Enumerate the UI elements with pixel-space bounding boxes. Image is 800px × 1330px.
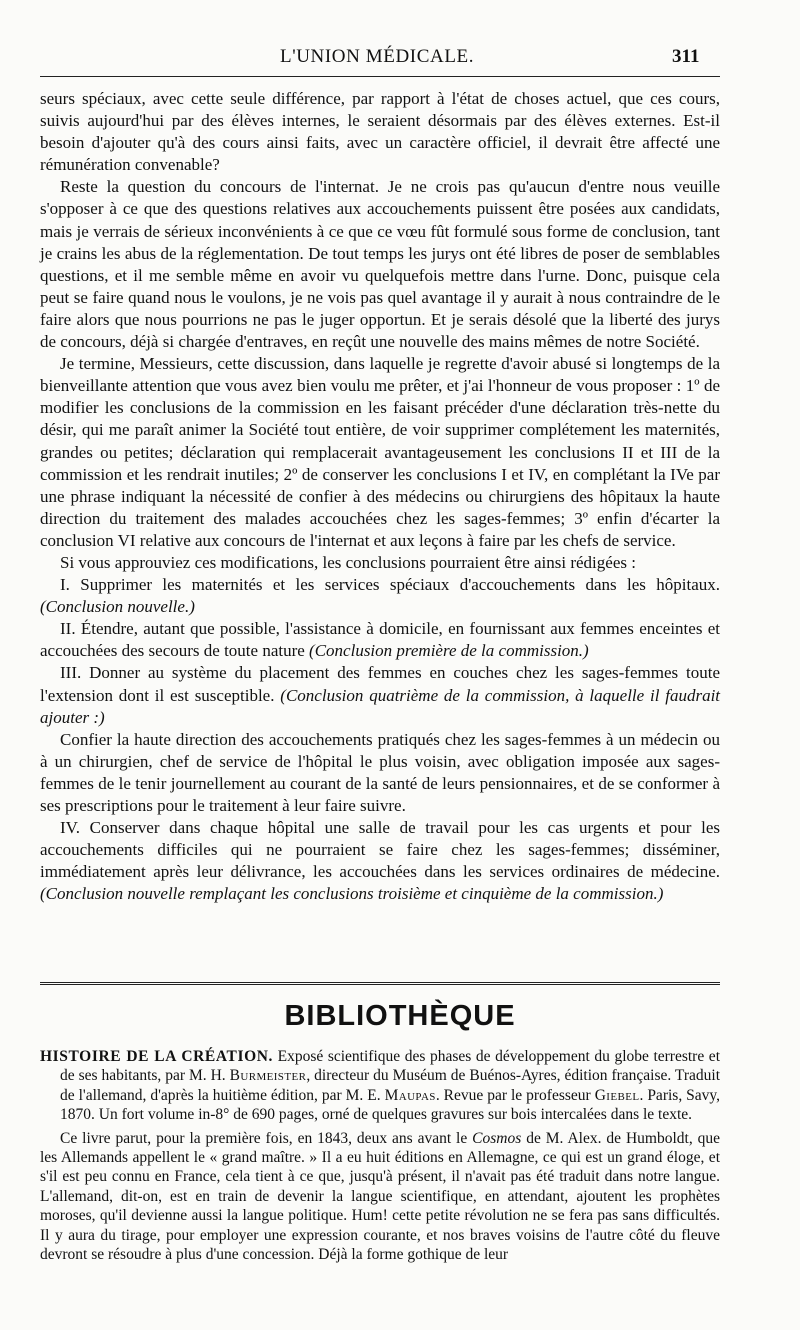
page-header [0,38,800,78]
conclusion-3 [40,662,720,728]
review-text: Ce livre parut, pour la première fois, en 1843, deux ans avant le [60,1129,468,1147]
author-name: Burmeister [229,1067,307,1085]
page-number: 311 [672,46,700,67]
conclusion-2 [40,618,720,662]
book-title: HISTOIRE DE LA CRÉATION. [40,1048,274,1065]
paragraph: Si vous approuviez ces modifications, les conclusions pourraient être ainsi rédigées : [60,552,636,572]
entry-text: . Paris, Savy, 1870. Un fort volume in-8° de 690 pages, orné de quelques gravures sur bois intercalées dans le texte. [60,1086,721,1124]
paragraph: Je termine, Messieurs, cette discussion, dans laquelle je regrette d'avoir abusé si longtemps de la bienveillante attention que vous avez bien voulu me prêter, et j'ai l'honneur de vous proposer : 1º de modifier les conclusions de la commission en les faisant précéder d'une déclaration très-nette du désir, qui me paraît animer la Société tout entière, de voir supprimer complétement les maternités, grandes ou petites; déclaration qui remplacerait avantageusement les conclusions II et III de la commission et les rendrait inutiles; 2º de conserver les conclusions I et IV, en complétant la IVe par une phrase indiquant la nécessité de confier à des médecins ou chirurgiens des hôpitaux la haute direction du traitement des malades accouchées chez les sages-femmes; 3º enfin d'écarter la conclusion VI relative aux concours de l'internat et aux leçons à faire par les chefs de service. [40,354,720,550]
section-title: BIBLIOTHÈQUE [284,1000,516,1032]
conclusion-text: III. Donner au système du placement des femmes en couches chez les sages-femmes toute l'extension dont il est susceptible. [40,663,720,705]
translator-name: Maupas [384,1086,436,1104]
book-review [40,1047,720,1264]
conclusion-text: IV. Conserver dans chaque hôpital une salle de travail pour les cas urgents et pour les accouchements difficiles qui ne pourraient se faire chez les sages-femmes; disséminer, immédiatement après leur délivrance, les accouchées dans les services ordinaires de médecine. [40,818,720,882]
conclusion-note: (Conclusion nouvelle remplaçant les conclusions troisième et cinquième de la commission.) [40,884,664,904]
conclusion-note: (Conclusion nouvelle.) [40,597,195,617]
paragraph: Reste la question du concours de l'internat. Je ne crois pas qu'aucun d'entre nous veuille s'opposer à ce que des questions relatives aux accouchements puissent être posées aux candidats, mais je verrais de sérieux inconvénients à ce que ce vœu fût formulé sous forme de conclusion, tant je crains les abus de la réglementation. De tout temps les jurys ont été libres de poser de semblables questions, et il me semble même en avoir vu quelquefois mettre dans l'urne. Donc, puisque cela peut se faire quand nous le voulons, je ne vois pas quel avantage il y aurait à nous contraindre de le faire alors que nous pourrions ne pas le juger opportun. Et je serais désolé que la liberté des jurys de concours, déjà si chargée d'entraves, en reçût une nouvelle des mains mêmes de notre Société. [40,177,720,352]
reviser-name: Giebel [594,1086,640,1104]
bibliographic-entry [40,1047,720,1125]
review-paragraph [40,1129,720,1265]
conclusion-4 [40,817,720,905]
entry-text: , directeur du Muséum de Buénos-Ayres, édition française. Traduit de l'allemand, d'après la huitième édition, par M. E. [60,1067,720,1104]
conclusion-3-continuation: Confier la haute direction des accouchements pratiqués chez les sages-femmes à un médecin ou à un chirurgien, chef de service de l'hôpital le plus voisin, avec obligation imposée aux sages-femmes de le tenir journellement au courant de la santé de leurs pensionnaires, et de se conformer à ses prescriptions pour le traitement à leur faire suivre. [40,729,720,815]
header-rule [40,76,720,77]
article-body [40,88,720,905]
cited-work: Cosmos [472,1129,522,1147]
conclusion-note: (Conclusion quatrième de la commission, à laquelle il faudrait ajouter :) [40,685,721,727]
review-text: de M. Alex. de Humboldt, que les Allemands appellent le « grand maître. » Il a eu huit éditions en Allemagne, ce qui est un grand éloge, et s'il est peu connu en France, cela tient à ce que, jusqu'à présent, il n'avait pas été traduit dans notre langue. L'allemand, dit-on, est en train de devenir la langue scientifique, en attendant, ajoutent les prophètes moroses, qu'il devienne aussi la langue politique. Hum! cette petite révolution ne se fera pas sans difficultés. Il y aura du tirage, pour employer une expression courante, et nos braves voisins de l'autre côté du fleuve devront se résoudre à plus d'une concession. Déjà la forme gothique de leur [40,1129,720,1264]
conclusion-1 [40,574,720,618]
running-head: L'UNION MÉDICALE. [280,46,475,67]
conclusion-text: I. Supprimer les maternités et les services spéciaux d'accouchements dans les hôpitaux. [60,575,720,595]
entry-text: Exposé scientifique des phases de développement du globe terrestre et de ses habitants, par M. H. [60,1048,720,1085]
conclusion-text: II. Étendre, autant que possible, l'assistance à domicile, en fournissant aux femmes enceintes et accouchées des secours de toute nature [40,619,720,661]
paragraph: seurs spéciaux, avec cette seule différence, par rapport à l'état de choses actuel, que ces cours, suivis aujourd'hui par des élèves internes, le seraient désormais par des élèves externes. Est-il besoin d'ajouter qu'à des cours ainsi faits, avec un caractère officiel, il devrait être affecté une rémunération convenable? [40,89,720,175]
section-divider [40,982,720,985]
conclusion-note: (Conclusion première de la commission.) [309,641,589,661]
entry-text: . Revue par le professeur [435,1086,591,1104]
